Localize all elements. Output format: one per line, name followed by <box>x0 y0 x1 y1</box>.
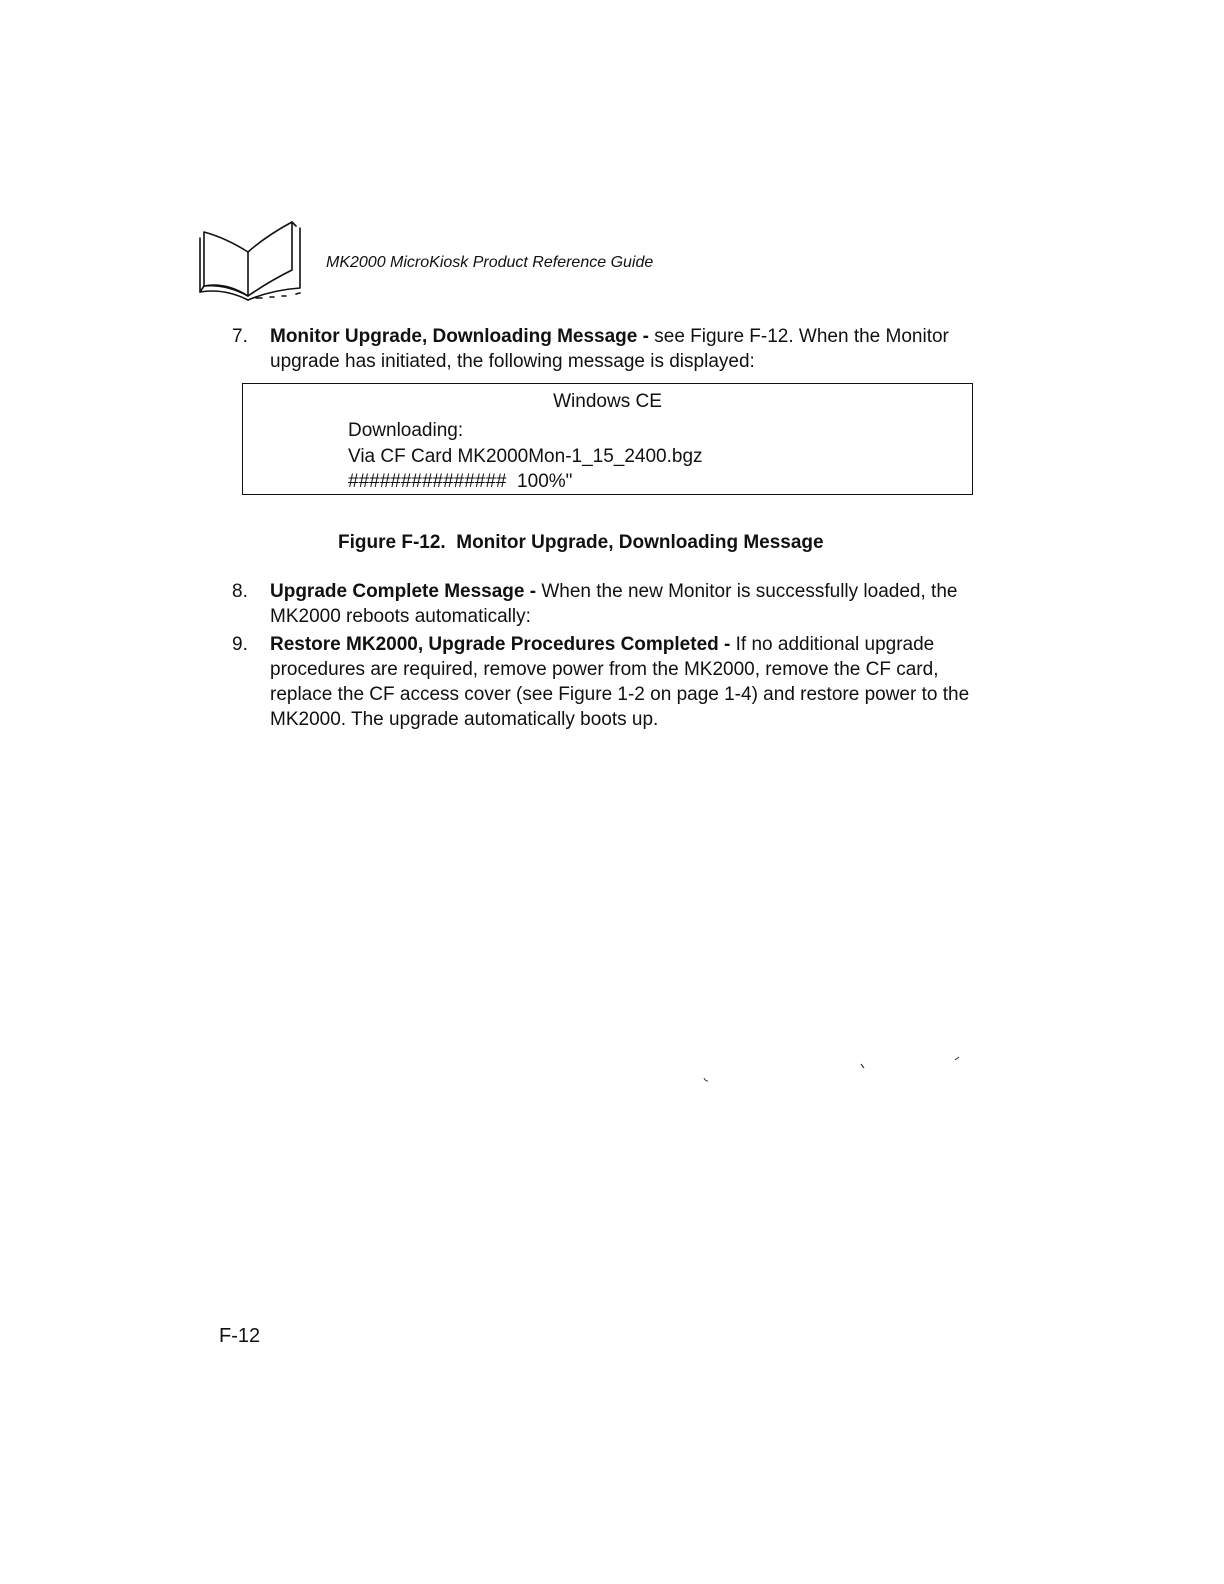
step-body <box>270 324 992 374</box>
open-book-icon <box>196 218 314 304</box>
step-text: see Figure F-12. When the Monitor upgrade has initiated, the following message is displayed: <box>270 326 949 372</box>
screen-line: Via CF Card MK2000Mon-1_15_2400.bgz <box>348 445 703 467</box>
step-number: 9. <box>232 634 248 655</box>
step-heading: Monitor Upgrade, Downloading Message - <box>270 326 649 347</box>
scan-speck <box>860 1063 866 1069</box>
step-body <box>270 579 992 629</box>
screen-message-lines <box>348 418 703 495</box>
step-text: If no additional upgrade procedures are required, remove power from the MK2000, remove the CF card, replace the CF access cover (see Figure 1-2 on page 1-4) and restore power to the MK2000. The upgrade automatically boots up. <box>270 634 970 730</box>
screen-title: Windows CE <box>553 391 662 412</box>
header-title: MK2000 MicroKiosk Product Reference Guide <box>326 254 654 271</box>
screen-message-box <box>242 383 973 495</box>
screen-line: ############### 100%" <box>348 471 573 492</box>
scan-speck <box>954 1055 960 1061</box>
step-7 <box>232 324 992 374</box>
step-heading: Restore MK2000, Upgrade Procedures Completed - <box>270 634 731 655</box>
page-number: F-12 <box>219 1325 261 1347</box>
step-text: When the new Monitor is successfully loaded, the MK2000 reboots automatically: <box>270 581 958 627</box>
step-number: 8. <box>232 581 248 602</box>
step-number: 7. <box>232 326 248 347</box>
scan-speck <box>703 1077 709 1083</box>
screen-line: Downloading: <box>348 420 464 441</box>
step-8 <box>232 579 992 629</box>
step-body <box>270 632 992 732</box>
step-9 <box>232 632 992 732</box>
figure-caption: Figure F-12. Monitor Upgrade, Downloading Message <box>338 532 824 553</box>
step-heading: Upgrade Complete Message - <box>270 581 537 602</box>
